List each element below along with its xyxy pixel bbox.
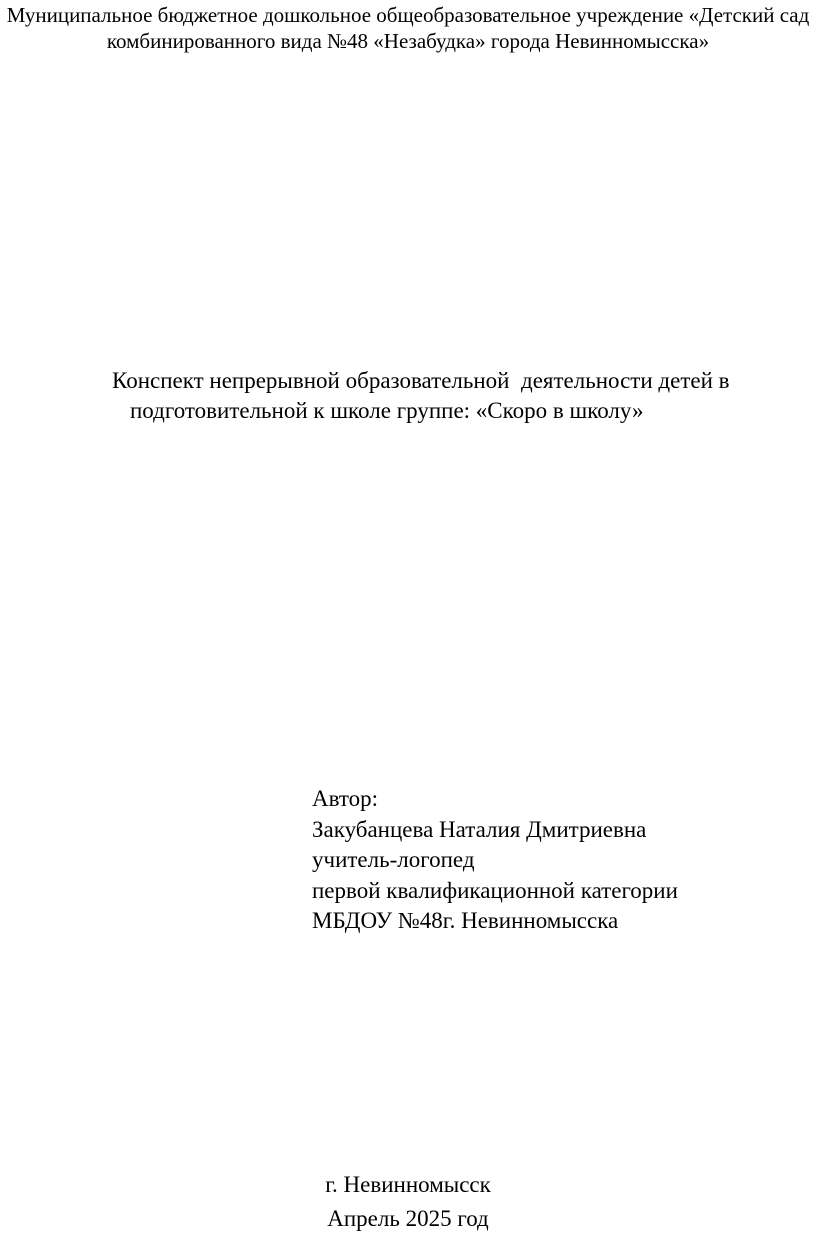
author-block bbox=[312, 784, 678, 937]
author-name: Закубанцева Наталия Дмитриевна bbox=[312, 816, 647, 842]
author-position: учитель-логопед bbox=[312, 847, 475, 872]
footer-block bbox=[0, 1168, 816, 1236]
author-category: первой квалификационной категории bbox=[312, 877, 678, 903]
document-title-line-1: Конспект непрерывной образовательной деятельности детей в bbox=[112, 368, 730, 393]
institution-name-line-1: Муниципальное бюджетное дошкольное общеобразовательное учреждение «Детский сад bbox=[6, 3, 810, 27]
institution-name-line-2: комбинированного вида №48 «Незабудка» города Невинномысска» bbox=[106, 29, 710, 53]
document-title-line-2: подготовительной к школе группе: «Скоро в школу» bbox=[130, 398, 644, 423]
footer-city: г. Невинномысск bbox=[325, 1172, 491, 1197]
author-organization: МБДОУ №48г. Невинномысска bbox=[312, 908, 619, 933]
footer-date: Апрель 2025 год bbox=[327, 1206, 489, 1231]
author-label: Автор: bbox=[312, 786, 379, 811]
institution-header bbox=[0, 2, 816, 54]
